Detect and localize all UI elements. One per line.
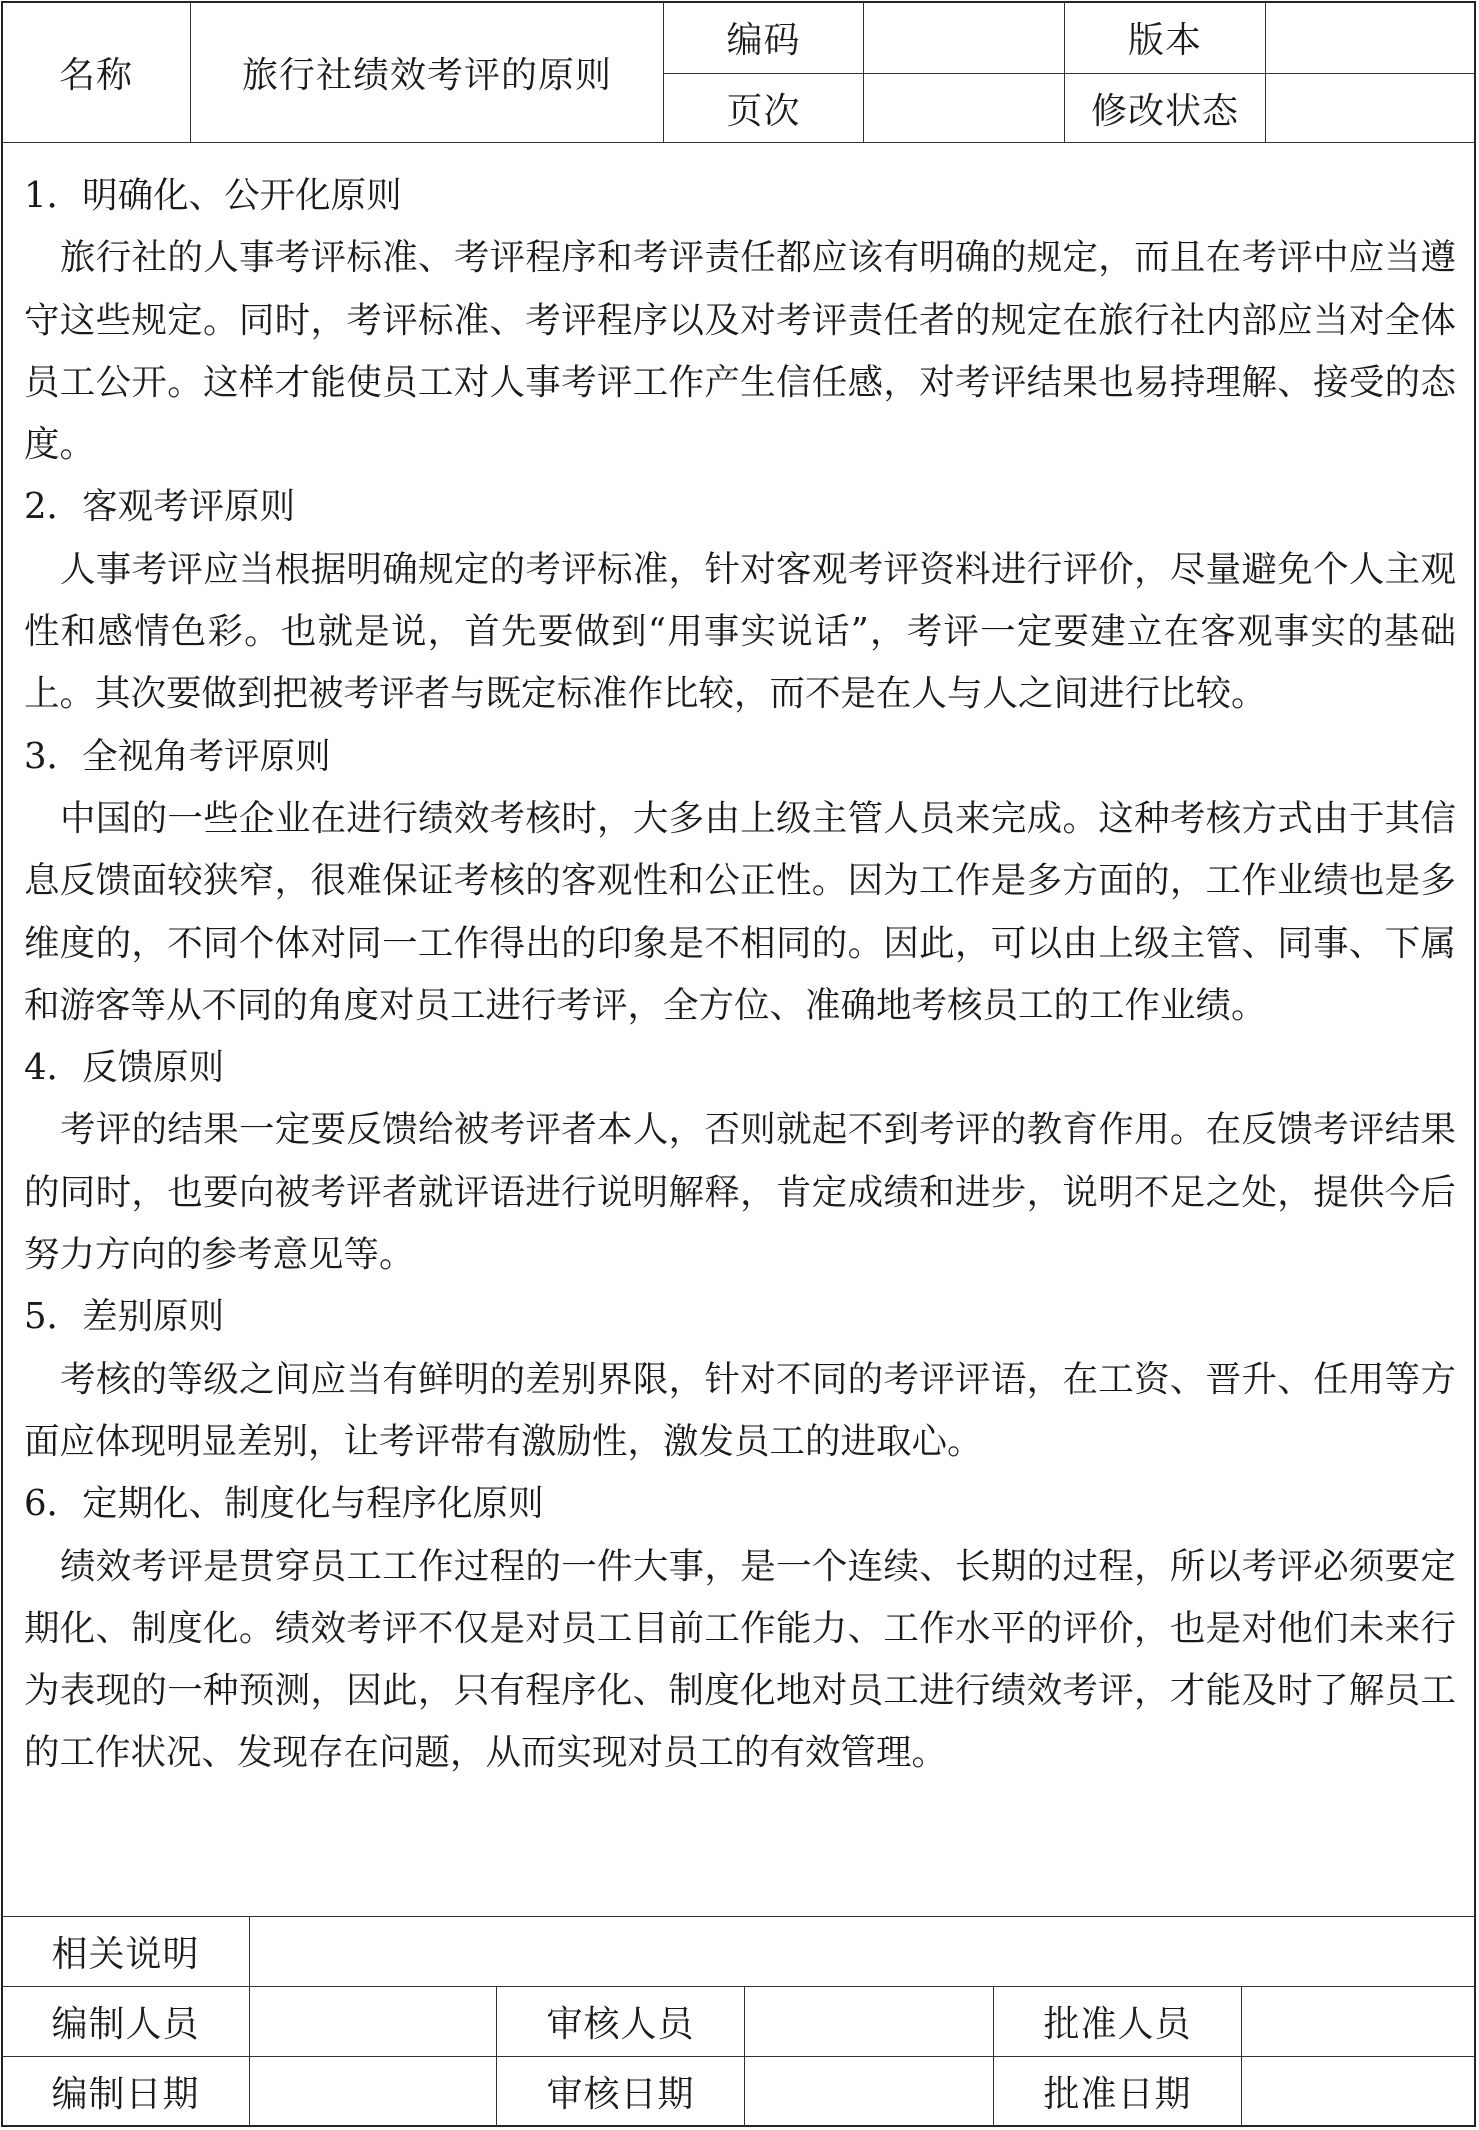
reviewed-date-label: 审核日期 (546, 2074, 695, 2115)
page-value (864, 74, 1064, 142)
section-paragraph: 绩效考评是贯穿员工工作过程的一件大事，是一个连续、长期的过程，所以考评必须要定期化、制度化。绩效考评不仅是对员工目前工作能力、工作水平的评价，也是对他们未来行为表现的一种预测，因此，只有程序化、制度化地对员工进行绩效考评，才能及时了解员工的工作状况、发现存在问题，从而实现对员工的有效管理。 (24, 1545, 1456, 1774)
section-heading: 4．反馈原则 (24, 1047, 225, 1089)
approved-date-value (1242, 2057, 1475, 2126)
name-label: 名称 (58, 54, 133, 96)
header-bottom-rule (2, 142, 1475, 143)
revision-value (1266, 74, 1475, 142)
section-heading: 1．明确化、公开化原则 (24, 175, 402, 216)
document-body (24, 165, 1456, 1785)
section-heading: 2．客观考评原则 (24, 486, 296, 528)
approved-date-label: 批准日期 (1043, 2074, 1192, 2115)
page-label: 页次 (726, 90, 801, 132)
section-paragraph: 考评的结果一定要反馈给被考评者本人，否则就起不到考评的教育作用。在反馈考评结果的同时，也要向被考评者就评语进行说明解释，肯定成绩和进步，说明不足之处，提供今后努力方向的参考意见等。 (24, 1109, 1456, 1276)
document-title: 旅行社绩效考评的原则 (241, 54, 612, 96)
reviewed-by-label: 审核人员 (546, 2004, 695, 2045)
section-paragraph: 中国的一些企业在进行绩效考核时，大多由上级主管人员来完成。这种考核方式由于其信息反馈面较狭窄，很难保证考核的客观性和公正性。因为工作是多方面的，工作业绩也是多维度的，不同个体对同一工作得出的印象是不相同的。因此，可以由上级主管、同事、下属和游客等从不同的角度对员工进行考评，全方位、准确地考核员工的工作业绩。 (24, 797, 1456, 1026)
code-label: 编码 (726, 20, 801, 61)
prepared-by-label: 编制人员 (51, 2004, 200, 2045)
section-paragraph: 考核的等级之间应当有鲜明的差别界限，针对不同的考评评语，在工资、晋升、任用等方面应体现明显差别，让考评带有激励性，激发员工的进取心。 (24, 1358, 1456, 1462)
prepared-date-value (250, 2057, 496, 2126)
reviewed-by-value (745, 1987, 993, 2056)
revision-label: 修改状态 (1090, 90, 1239, 132)
reviewed-date-value (745, 2057, 993, 2126)
notes-label: 相关说明 (51, 1934, 200, 1975)
section-heading: 6．定期化、制度化与程序化原则 (24, 1483, 544, 1525)
version-value (1266, 2, 1475, 73)
prepared-date-label: 编制日期 (51, 2074, 200, 2115)
version-label: 版本 (1127, 20, 1202, 61)
approved-by-value (1242, 1987, 1475, 2056)
section-heading: 5．差别原则 (24, 1296, 225, 1338)
prepared-by-value (250, 1987, 496, 2056)
section-paragraph: 旅行社的人事考评标准、考评程序和考评责任都应该有明确的规定，而且在考评中应当遵守这些规定。同时，考评标准、考评程序以及对考评责任者的规定在旅行社内部应当对全体员工公开。这样才能使员工对人事考评工作产生信任感，对考评结果也易持理解、接受的态度。 (24, 237, 1456, 466)
code-value (864, 2, 1064, 73)
section-heading: 3．全视角考评原则 (24, 735, 331, 777)
approved-by-label: 批准人员 (1043, 2004, 1192, 2045)
notes-value (250, 1917, 1475, 1986)
section-paragraph: 人事考评应当根据明确规定的考评标准，针对客观考评资料进行评价，尽量避免个人主观性和感情色彩。也就是说，首先要做到“用事实说话”，考评一定要建立在客观事实的基础上。其次要做到把被考评者与既定标准作比较，而不是在人与人之间进行比较。 (24, 548, 1456, 715)
